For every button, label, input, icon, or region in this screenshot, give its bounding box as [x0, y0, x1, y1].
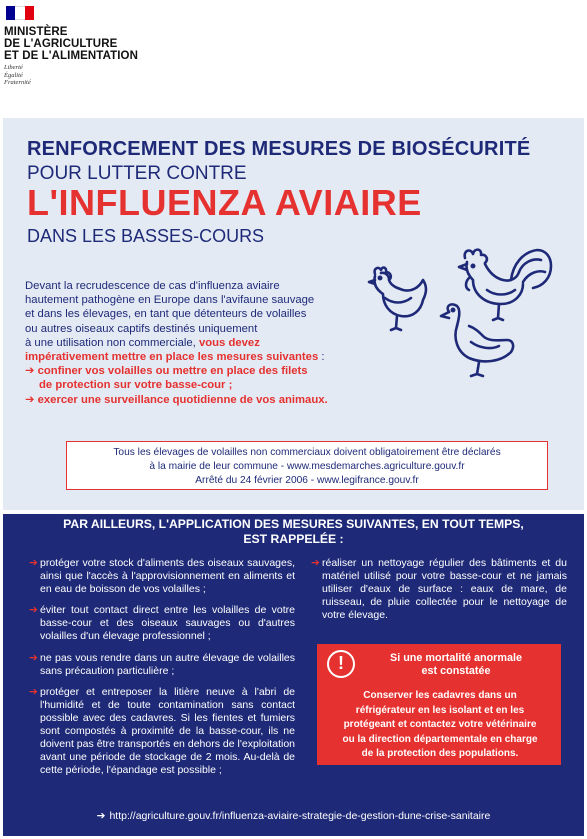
- intro-text: [25, 279, 373, 407]
- list-item-text: ne pas vous rendre dans un autre élevage de volailles sans précaution particulière ;: [40, 651, 295, 677]
- section-title-line: PAR AILLEURS, L'APPLICATION DES MESURES SUIVANTES, EN TOUT TEMPS,: [63, 517, 524, 531]
- intro-line: [25, 336, 373, 350]
- poultry-illustration: [361, 242, 561, 402]
- list-item: [311, 557, 567, 622]
- alert-body-line: protégeant et contactez votre vétérinaire: [343, 719, 537, 730]
- motto-line: Fraternité: [4, 79, 31, 86]
- measures-left-column: [29, 557, 295, 785]
- alert-title-line: Si une mortalité anormale: [390, 652, 522, 664]
- ministry-name: [4, 26, 138, 62]
- alert-title-line: est constatée: [421, 665, 491, 677]
- alert-body: [327, 689, 553, 762]
- list-item-text: éviter tout contact direct entre les volailles de votre basse-cour et des oiseaux sauvages ou d'autres volailles d'un élevage professionnel ;: [40, 604, 295, 643]
- main-title: L'INFLUENZA AVIAIRE: [27, 182, 422, 223]
- notice-line: à la mairie de leur commune - www.mesdemarches.agriculture.gouv.fr: [149, 461, 465, 472]
- french-flag-logo: [6, 6, 34, 20]
- measure-surveillance: ➔ exercer une surveillance quotidienne de vos animaux.: [25, 393, 328, 406]
- intro-line: Devant la recrudescence de cas d'influenza aviaire: [25, 280, 280, 292]
- arrow-right-icon: ➔: [311, 557, 320, 569]
- title-line-4: DANS LES BASSES-COURS: [27, 226, 265, 246]
- info-link-text[interactable]: http://agriculture.gouv.fr/influenza-aviaire-strategie-de-gestion-dune-crise-sanitaire: [109, 810, 491, 822]
- intro-highlight: vous devez: [198, 336, 260, 349]
- alert-title: [361, 652, 551, 678]
- declaration-notice: [66, 441, 548, 490]
- intro-line: [25, 350, 373, 364]
- alert-body-line: réfrigérateur en les isolant et en les: [355, 704, 525, 716]
- arrow-right-icon: ➔: [29, 651, 38, 664]
- list-item: [29, 557, 295, 596]
- arrow-right-icon: ➔: [29, 685, 38, 698]
- notice-line: Tous les élevages de volailles non commerciaux doivent obligatoirement être déclarés: [113, 447, 501, 458]
- intro-highlight: impérativement mettre en place les mesures suivantes: [25, 351, 319, 364]
- title-line-1: RENFORCEMENT DES MESURES DE BIOSÉCURITÉ: [27, 138, 531, 160]
- list-item-text: réaliser un nettoyage régulier des bâtiments et du matériel utilisé pour votre basse-cour et ne jamais utiliser d'eaux de surface : eaux de mare, de ruisseau, de pluie collectée pour le nettoyage de votre élevage.: [322, 557, 567, 622]
- mortality-alert-box: [317, 644, 561, 765]
- intro-line: ou autres oiseaux captifs destinés uniquement: [25, 322, 258, 335]
- ministry-line: DE L'AGRICULTURE: [4, 38, 118, 50]
- rooster-icon: [459, 250, 551, 320]
- measure-confine-cont: de protection sur votre basse-cour ;: [39, 379, 233, 392]
- ministry-line: ET DE L'ALIMENTATION: [4, 50, 138, 62]
- notice-line: Arrêté du 24 février 2006 - www.legifrance.gouv.fr: [195, 475, 419, 486]
- measures-right-column: [311, 557, 567, 630]
- intro-line-text: :: [318, 351, 325, 364]
- republic-motto: [4, 64, 31, 87]
- arrow-right-icon: ➔: [96, 810, 106, 822]
- intro-line: et dans les élevages, en tant que détenteurs de volailles: [25, 308, 307, 321]
- alert-exclamation-icon: !: [327, 650, 355, 678]
- intro-line-text: à une utilisation non commerciale,: [25, 336, 199, 349]
- measure-confine: ➔ confiner vos volailles ou mettre en place des filets: [25, 365, 308, 378]
- intro-line: hautement pathogène en Europe dans l'avifaune sauvage: [25, 294, 315, 307]
- arrow-right-icon: ➔: [29, 557, 38, 569]
- alert-body-line: ou la direction départementale en charge: [342, 733, 538, 745]
- duck-icon: [441, 304, 513, 376]
- list-item: [29, 652, 295, 678]
- info-link[interactable]: [3, 810, 584, 822]
- header: [0, 0, 587, 118]
- alert-body-line: Conserver les cadavres dans un: [363, 690, 517, 701]
- title-line-2: POUR LUTTER CONTRE: [27, 163, 247, 184]
- chicken-icon: [369, 268, 426, 330]
- bottom-panel: [3, 514, 584, 836]
- alert-body-line: de la protection des populations.: [361, 748, 519, 759]
- motto-line: Liberté: [4, 64, 23, 71]
- ministry-line: MINISTÈRE: [4, 26, 68, 38]
- list-item: [29, 686, 295, 778]
- section-title-line: EST RAPPELÉE :: [243, 532, 344, 546]
- top-panel: [3, 118, 584, 510]
- arrow-right-icon: ➔: [29, 604, 38, 617]
- list-item: [29, 604, 295, 643]
- list-item-text: protéger votre stock d'aliments des oiseaux sauvages, ainsi que l'accès à l'approvisionnement en aliments et en eau de boisson de vos volailles ;: [40, 557, 295, 596]
- motto-line: Égalité: [4, 71, 23, 79]
- section-title: [3, 517, 584, 547]
- list-item-text: protéger et entreposer la litière neuve à l'abri de l'humidité et de toute contamination sans contact possible avec des cadavres. Si les fientes et fumiers sont compostés à proximité de la basse-cour, ils ne doivent pas être transportés en dehors de l'exploitation avant une période de stockage de 2 mois. Au-delà de cette période, l'épandage est possible ;: [40, 685, 295, 777]
